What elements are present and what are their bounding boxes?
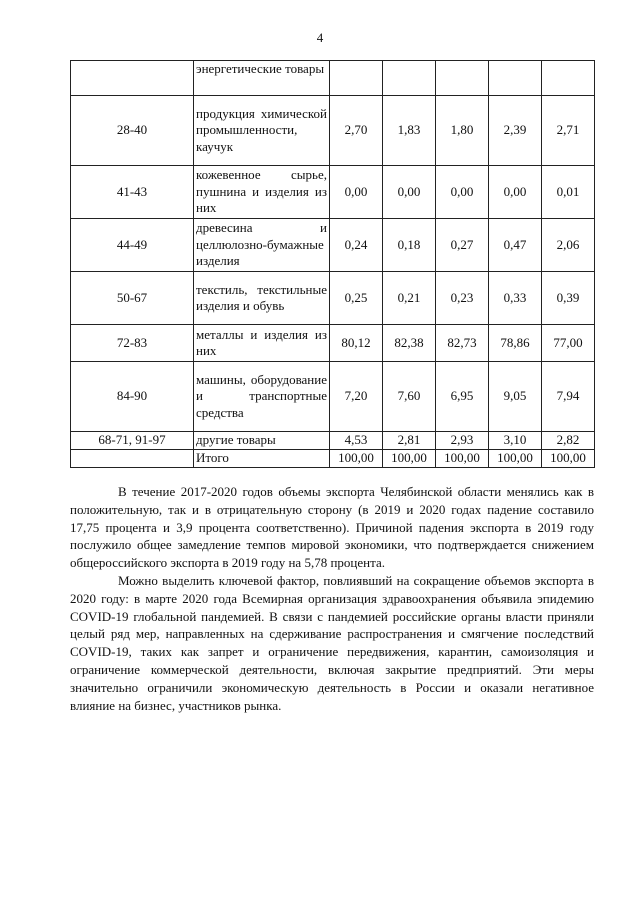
table-row — [71, 96, 595, 166]
value-cell: 0,39 — [542, 272, 595, 325]
table-row — [71, 272, 595, 325]
value-cell — [542, 61, 595, 96]
value-cell — [436, 61, 489, 96]
value-cell: 1,80 — [436, 96, 489, 166]
code-cell: 44-49 — [71, 219, 194, 272]
category-cell: Итого — [194, 450, 330, 468]
value-cell: 100,00 — [489, 450, 542, 468]
value-cell: 0,21 — [383, 272, 436, 325]
value-cell: 0,47 — [489, 219, 542, 272]
value-cell: 0,00 — [436, 166, 489, 219]
category-cell: текстиль, текстильные изделия и обувь — [194, 272, 330, 325]
paragraph: В течение 2017-2020 годов объемы экспорта Челябинской области менялись как в положительную, так и в отрицательную сторону (в 2019 и 2020 годах падение составило 17,75 процента и 3,9 процента соответственно). Причиной падения экспорта в 2019 году послужило общее замедление темпов мировой экономики, что подтверждается снижением общероссийского экспорта в 2019 году на 5,78 процента. — [70, 484, 594, 571]
table-row — [71, 61, 595, 96]
value-cell — [330, 61, 383, 96]
value-cell: 0,01 — [542, 166, 595, 219]
category-cell: кожевенное сырье, пушнина и изделия из них — [194, 166, 330, 219]
export-structure-table — [70, 60, 595, 468]
category-cell: продукция химической промышленности, каучук — [194, 96, 330, 166]
code-cell: 84-90 — [71, 362, 194, 432]
code-cell — [71, 450, 194, 468]
category-cell: древесина и целлюлозно-бумажные изделия — [194, 219, 330, 272]
table-row — [71, 219, 595, 272]
value-cell: 78,86 — [489, 325, 542, 362]
value-cell: 2,39 — [489, 96, 542, 166]
value-cell: 2,70 — [330, 96, 383, 166]
code-cell: 72-83 — [71, 325, 194, 362]
value-cell: 9,05 — [489, 362, 542, 432]
value-cell: 3,10 — [489, 432, 542, 450]
table-total-row — [71, 450, 595, 468]
table-row — [71, 362, 595, 432]
value-cell: 82,73 — [436, 325, 489, 362]
value-cell: 2,82 — [542, 432, 595, 450]
value-cell: 6,95 — [436, 362, 489, 432]
paragraph: Можно выделить ключевой фактор, повлиявший на сокращение объемов экспорта в 2020 году: в марте 2020 года Всемирная организация здравоохранения объявила эпидемию COVID-19 глобальной пандемией. В связи с пандемией российские органы власти приняли целый ряд мер, направленных на сдерживание распространения и смягчение последствий COVID-19, таких как запрет и ограничение передвижения, карантин, самоизоляция и ограничение коммерческой деятельности, включая закрытие предприятий. Эти меры значительно ограничили экономическую деятельность в России и оказали негативное влияние на бизнес, участников рынка. — [70, 572, 594, 713]
value-cell: 2,93 — [436, 432, 489, 450]
table-row — [71, 166, 595, 219]
value-cell: 0,25 — [330, 272, 383, 325]
table-row — [71, 432, 595, 450]
value-cell — [489, 61, 542, 96]
value-cell: 82,38 — [383, 325, 436, 362]
body-text — [70, 483, 594, 714]
category-cell: машины, оборудование и транспортные средства — [194, 362, 330, 432]
value-cell: 77,00 — [542, 325, 595, 362]
value-cell — [383, 61, 436, 96]
value-cell: 7,20 — [330, 362, 383, 432]
table-row — [71, 325, 595, 362]
value-cell: 100,00 — [436, 450, 489, 468]
code-cell — [71, 61, 194, 96]
code-cell: 28-40 — [71, 96, 194, 166]
value-cell: 0,33 — [489, 272, 542, 325]
value-cell: 4,53 — [330, 432, 383, 450]
value-cell: 7,94 — [542, 362, 595, 432]
value-cell: 0,27 — [436, 219, 489, 272]
value-cell: 0,24 — [330, 219, 383, 272]
value-cell: 0,00 — [330, 166, 383, 219]
value-cell: 2,81 — [383, 432, 436, 450]
value-cell: 100,00 — [542, 450, 595, 468]
category-cell: энергетические товары — [194, 61, 330, 96]
value-cell: 2,71 — [542, 96, 595, 166]
value-cell: 1,83 — [383, 96, 436, 166]
value-cell: 7,60 — [383, 362, 436, 432]
value-cell: 2,06 — [542, 219, 595, 272]
value-cell: 0,00 — [489, 166, 542, 219]
category-cell: металлы и изделия из них — [194, 325, 330, 362]
page-number: 4 — [316, 30, 324, 45]
value-cell: 80,12 — [330, 325, 383, 362]
code-cell: 50-67 — [71, 272, 194, 325]
category-cell: другие товары — [194, 432, 330, 450]
value-cell: 0,18 — [383, 219, 436, 272]
code-cell: 41-43 — [71, 166, 194, 219]
value-cell: 100,00 — [330, 450, 383, 468]
value-cell: 0,23 — [436, 272, 489, 325]
value-cell: 100,00 — [383, 450, 436, 468]
code-cell: 68-71, 91-97 — [71, 432, 194, 450]
value-cell: 0,00 — [383, 166, 436, 219]
